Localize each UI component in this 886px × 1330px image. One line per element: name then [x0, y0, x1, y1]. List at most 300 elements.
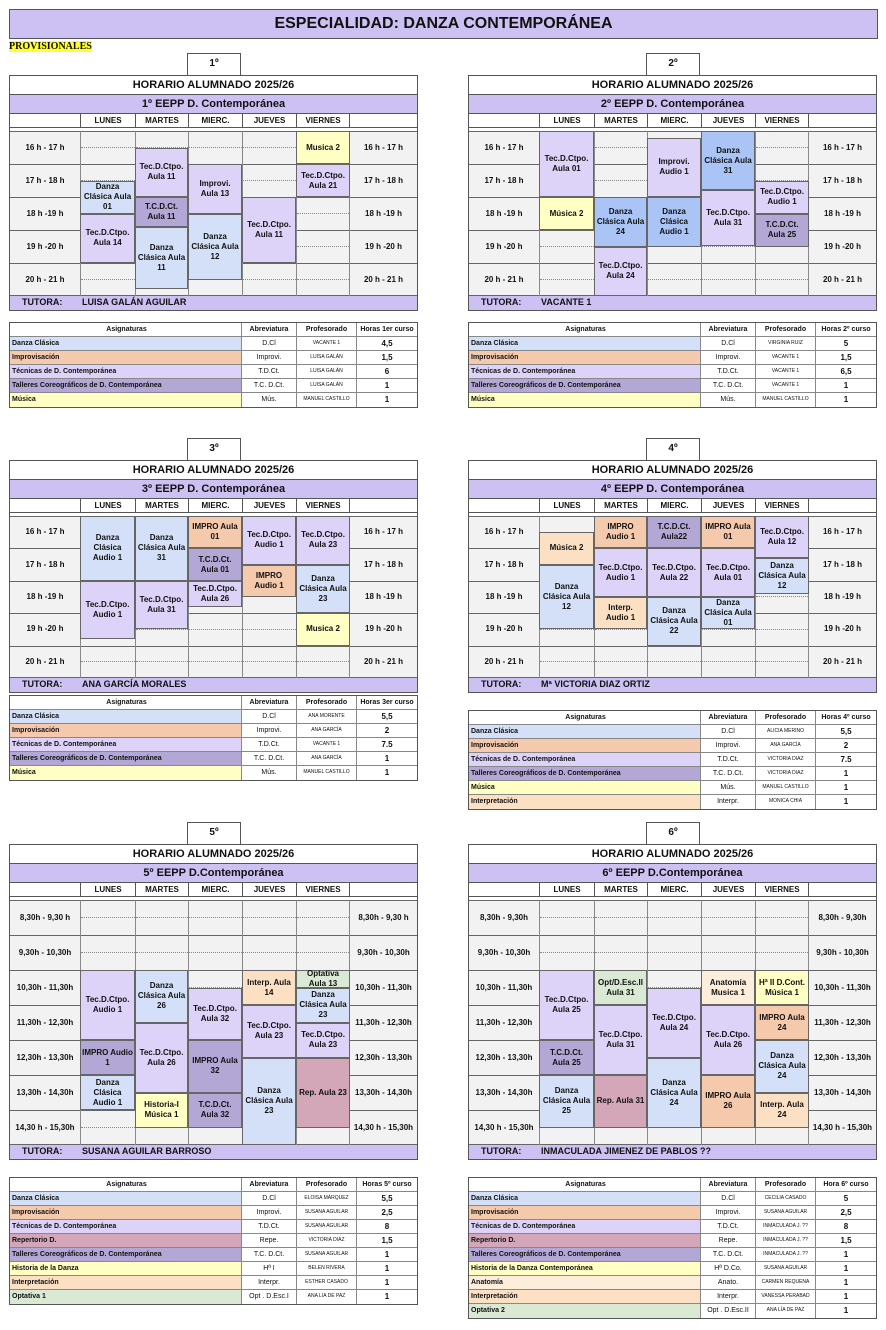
dotted-line: [297, 661, 349, 662]
time-slot-left: 18 h -19 h: [26, 591, 64, 601]
class-block[interactable]: Musica 2: [296, 131, 350, 164]
time-slot-left: 18 h -19 h: [26, 208, 64, 218]
time-slot-right: 8,30h - 9,30h: [818, 912, 867, 922]
schedule-heading: HORARIO ALUMNADO 2025/26: [10, 460, 417, 480]
dotted-line: [595, 952, 647, 953]
subject-abbr: Mús.: [701, 781, 756, 794]
time-slot-right: 14,30 h - 15,30h: [353, 1122, 414, 1132]
subject-name: Talleres Coreográficos de D. Contemporánea: [469, 379, 701, 392]
dotted-line: [189, 147, 242, 148]
subject-abbr: T.C. D.Ct.: [242, 1248, 297, 1261]
empty-cell: [755, 131, 809, 164]
day-header: LUNES: [80, 883, 135, 897]
class-block[interactable]: Danza Clásica Audio 1: [647, 197, 701, 247]
day-header: LUNES: [80, 499, 135, 513]
subject-name: Música: [469, 781, 701, 794]
class-block[interactable]: Danza Clásica Aula 12: [755, 558, 809, 594]
time-slot-left: 8,30h - 9,30 h: [19, 912, 71, 922]
class-block[interactable]: Danza Clásica Aula 24: [755, 1040, 809, 1093]
subject-abbr: D.Cl: [701, 337, 756, 350]
subject-teacher: MANUEL CASTILLO: [297, 766, 357, 780]
dotted-line: [648, 952, 701, 953]
empty-cell: [188, 613, 242, 645]
empty-cell: [701, 646, 755, 678]
time-slot-left: 19 h -20 h: [485, 241, 523, 251]
schedule-heading: HORARIO ALUMNADO 2025/26: [10, 75, 417, 95]
subject-hours: 2,5: [840, 1208, 852, 1217]
time-slot-left: 20 h - 21 h: [484, 656, 524, 666]
subject-hours: 1,5: [381, 353, 393, 362]
subject-teacher: INMACULADA J. ??: [756, 1248, 816, 1261]
class-block[interactable]: Improvi. Audio 1: [647, 138, 701, 197]
class-block[interactable]: Tec.D.Ctpo. Audio 1: [755, 181, 809, 214]
time-slot-right: 14,30 h - 15,30h: [812, 1122, 873, 1132]
class-block[interactable]: Danza Clásica Aula 12: [539, 565, 594, 630]
time-slot-left: 11,30h - 12,30h: [16, 1017, 74, 1027]
dotted-line: [136, 917, 188, 918]
class-block[interactable]: Tec.D.Ctpo. Audio 1: [242, 516, 296, 565]
empty-cell: [242, 646, 296, 678]
legend-header: [469, 711, 876, 725]
legend-header-cell: Abreviatura: [701, 323, 756, 336]
day-header: MIERC.: [188, 114, 242, 128]
schedule-table: [468, 460, 877, 693]
dotted-line: [297, 213, 349, 214]
legend-row: [10, 766, 417, 780]
class-block[interactable]: Danza Clásica Aula 22: [647, 597, 701, 646]
subject-abbr: Improvi.: [701, 739, 756, 752]
legend-hours-header: Horas 1er curso: [360, 326, 414, 333]
subject-name: Optativa 2: [469, 1304, 701, 1318]
class-block[interactable]: Danza Clásica Aula 23: [296, 565, 350, 614]
class-block[interactable]: Rep. Aula 31: [594, 1075, 647, 1128]
legend-header-cell: Asignaturas: [469, 323, 701, 336]
subject-teacher: VICTORIA DIAZ: [756, 753, 816, 766]
subject-hours: 2: [384, 726, 390, 735]
legend-row: [10, 379, 417, 393]
legend-row: [469, 1234, 876, 1248]
dotted-line: [540, 279, 594, 280]
tutora-name: Mª VICTORIA DIAZ ORTIZ: [541, 679, 650, 689]
empty-cell: [647, 263, 701, 296]
class-block[interactable]: Danza Clásica Aula 24: [594, 197, 647, 247]
time-slot-left: 16 h - 17 h: [25, 142, 65, 152]
class-block[interactable]: Anatomía Musica 1: [701, 970, 755, 1005]
class-block[interactable]: T.C.D.Ct. Aula 25: [755, 214, 809, 247]
schedule-grid: [469, 499, 876, 678]
time-slot-left: 12,30h - 13,30h: [475, 1052, 533, 1062]
class-block[interactable]: Optativa Aula 13: [296, 970, 350, 988]
time-slot-right: 16 h - 17 h: [822, 142, 863, 152]
empty-cell: [80, 935, 135, 970]
empty-cell: [135, 900, 188, 935]
class-block[interactable]: Tec.D.Ctpo. Aula 26: [188, 581, 242, 607]
subject-abbr: Mús.: [242, 393, 297, 407]
empty-cell: [647, 900, 701, 935]
subject-hours: 6: [384, 367, 390, 376]
provisional-rest: ES: [79, 41, 92, 52]
subject-hours: 8: [843, 1222, 849, 1231]
dotted-line: [81, 279, 135, 280]
class-block[interactable]: T.C.D.Ct. Aula 01: [188, 548, 242, 580]
subject-teacher: BELEN RIVERA: [297, 1262, 357, 1275]
class-block[interactable]: T.C.D.Ct. Aula 25: [539, 1040, 594, 1075]
subject-hours: 5: [843, 339, 849, 348]
subject-name: Música: [10, 766, 242, 780]
legend-row: [469, 1304, 876, 1318]
class-block[interactable]: IMPRO Aula 24: [755, 1005, 809, 1040]
legend-hours-header: Horas 3er curso: [360, 699, 414, 706]
class-block[interactable]: IMPRO Audio 1: [80, 1040, 135, 1075]
empty-cell: [594, 935, 647, 970]
class-block[interactable]: Interp. Audio 1: [594, 597, 647, 629]
class-block[interactable]: IMPRO Aula 01: [188, 516, 242, 548]
class-block[interactable]: Danza Clásica Aula 24: [647, 1058, 701, 1128]
time-slot-right: 9,30h - 10,30h: [816, 947, 869, 957]
subject-name: Improvisación: [469, 1206, 701, 1219]
dotted-line: [756, 147, 808, 148]
dotted-line: [136, 661, 188, 662]
dotted-line: [297, 952, 349, 953]
dotted-line: [756, 917, 808, 918]
class-block[interactable]: Danza Clásica Aula 25: [539, 1075, 594, 1128]
subject-teacher: SUSANA AGUILAR: [297, 1220, 357, 1233]
class-block[interactable]: Música 2: [539, 197, 594, 230]
time-slot-left: 16 h - 17 h: [484, 527, 524, 537]
dotted-line: [702, 952, 755, 953]
dotted-line: [595, 147, 647, 148]
legend-header: [469, 323, 876, 337]
class-block[interactable]: Opt/D.Esc.II Aula 31: [594, 970, 647, 1005]
subject-teacher: INMACULADA J. ??: [756, 1220, 816, 1233]
empty-cell: [296, 230, 350, 263]
subject-abbr: Improvi.: [701, 351, 756, 364]
class-block[interactable]: IMPRO Audio 1: [242, 565, 296, 597]
subject-teacher: VACANTE 1: [297, 738, 357, 751]
subject-abbr: T.C. D.Ct.: [242, 752, 297, 765]
class-block[interactable]: Danza Clásica Audio 1: [80, 1075, 135, 1110]
legend-row: [10, 1192, 417, 1206]
tutora-name: SUSANA AGUILAR BARROSO: [82, 1146, 212, 1156]
class-block[interactable]: Danza Clásica Aula 31: [701, 131, 755, 190]
subject-teacher: MANUEL CASTILLO: [756, 781, 816, 794]
legend-row: [10, 365, 417, 379]
class-block[interactable]: Hª II D.Cont. Música 1: [755, 970, 809, 1005]
class-block[interactable]: Tec.D.Ctpo. Audio 1: [594, 548, 647, 597]
time-slot-right: 12,30h - 13,30h: [355, 1052, 412, 1062]
subject-name: Música: [469, 393, 701, 407]
level-tab: 1º: [187, 53, 241, 75]
dotted-line: [540, 661, 594, 662]
schedule-heading: HORARIO ALUMNADO 2025/26: [469, 460, 876, 480]
legend-row: [469, 1220, 876, 1234]
subject-hours: 1: [843, 769, 849, 778]
subject-abbr: Anato.: [701, 1276, 756, 1289]
day-header: VIERNES: [755, 114, 809, 128]
subject-hours: 6,5: [840, 367, 852, 376]
empty-cell: [242, 613, 296, 645]
class-block[interactable]: Tec.D.Ctpo. Aula 12: [755, 516, 809, 558]
subject-name: Historia de la Danza Contemporánea: [469, 1262, 701, 1275]
legend-row: [469, 725, 876, 739]
tutora-label: TUTORA:: [481, 297, 522, 307]
legend-row: [10, 393, 417, 407]
class-block[interactable]: Danza Clásica Aula 01: [80, 181, 135, 214]
dotted-line: [81, 147, 135, 148]
legend-row: [10, 752, 417, 766]
time-slot-right: 18 h -19 h: [365, 591, 402, 601]
subject-hours: 1: [843, 1278, 849, 1287]
legend-header: [10, 1178, 417, 1192]
class-block[interactable]: Historia-I Música 1: [135, 1093, 188, 1128]
subject-abbr: D.Cl: [242, 1192, 297, 1205]
class-block[interactable]: IMPRO Audio 1: [594, 516, 647, 548]
legend-row: [469, 1276, 876, 1290]
legend-row: [10, 1276, 417, 1290]
class-block[interactable]: Tec.D.Ctpo. Aula 25: [539, 970, 594, 1040]
class-block[interactable]: Tec.D.Ctpo. Aula 11: [242, 197, 296, 263]
class-block[interactable]: Tec.D.Ctpo. Aula 24: [594, 247, 647, 297]
class-block[interactable]: Tec.D.Ctpo. Aula 24: [647, 988, 701, 1058]
subject-name: Talleres Coreográficos de D. Contemporánea: [10, 752, 242, 765]
empty-cell: [647, 646, 701, 678]
subject-abbr: Interpr.: [242, 1276, 297, 1289]
dotted-line: [702, 661, 755, 662]
subject-name: Optativa 1: [10, 1290, 242, 1304]
class-block[interactable]: Tec.D.Ctpo. Aula 26: [701, 1005, 755, 1075]
empty-cell: [296, 263, 350, 296]
subjects-legend: [468, 322, 877, 408]
empty-cell: [594, 646, 647, 678]
class-block[interactable]: Interp. Aula 14: [242, 970, 296, 1005]
subject-hours: 1: [843, 1306, 849, 1315]
subject-name: Improvisación: [10, 724, 242, 737]
subject-hours: 5,5: [840, 727, 852, 736]
subject-teacher: SUSANA AGUILAR: [756, 1262, 816, 1275]
day-header: MIERC.: [188, 499, 242, 513]
time-slot-left: 17 h - 18 h: [484, 559, 524, 569]
class-block[interactable]: Tec.D.Ctpo. Aula 21: [296, 164, 350, 197]
dotted-line: [81, 1127, 135, 1128]
level-tab: 3º: [187, 438, 241, 460]
class-block[interactable]: IMPRO Aula 26: [701, 1075, 755, 1128]
class-block[interactable]: Tec.D.Ctpo. Audio 1: [80, 581, 135, 639]
level-tab: 4º: [646, 438, 700, 460]
time-slot-right: 17 h - 18 h: [363, 175, 404, 185]
legend-row: [469, 379, 876, 393]
legend-row: [469, 1206, 876, 1220]
class-block[interactable]: Tec.D.Ctpo. Audio 1: [80, 970, 135, 1040]
class-block[interactable]: Danza Clásica Audio 1: [80, 516, 135, 581]
tutora-label: TUTORA:: [22, 1146, 63, 1156]
subject-teacher: SUSANA AGUILAR: [297, 1248, 357, 1261]
legend-row: [10, 1234, 417, 1248]
dotted-line: [595, 661, 647, 662]
subject-abbr: Improvi.: [242, 1206, 297, 1219]
class-block[interactable]: T.C.D.Ct. Aula 11: [135, 197, 188, 227]
dotted-line: [648, 917, 701, 918]
class-block[interactable]: Danza Clásica Aula 23: [242, 1058, 296, 1146]
subject-hours: 2: [843, 741, 849, 750]
class-block[interactable]: Tec.D.Ctpo. Aula 01: [539, 131, 594, 197]
legend-header-cell: Asignaturas: [10, 1178, 242, 1191]
subject-name: Improvisación: [10, 1206, 242, 1219]
class-block[interactable]: Tec.D.Ctpo. Aula 26: [135, 1023, 188, 1093]
dotted-line: [648, 279, 701, 280]
legend-header-cell: Abreviatura: [701, 1178, 756, 1191]
subject-abbr: Improvi.: [242, 351, 297, 364]
dotted-line: [756, 629, 808, 630]
subject-teacher: LUISA GALÁN: [297, 351, 357, 364]
time-slot-right: 13,30h - 14,30h: [355, 1087, 412, 1097]
level-tab: 5º: [187, 822, 241, 844]
day-header: VIERNES: [296, 114, 350, 128]
legend-row: [469, 1248, 876, 1262]
class-block[interactable]: Tec.D.Ctpo. Aula 23: [242, 1005, 296, 1058]
class-block[interactable]: Tec.D.Ctpo. Aula 31: [594, 1005, 647, 1075]
subjects-legend: [468, 1177, 877, 1319]
dotted-line: [189, 629, 242, 630]
class-block[interactable]: IMPRO Aula 32: [188, 1040, 242, 1093]
time-slot-right: 16 h - 17 h: [822, 527, 863, 537]
dotted-line: [297, 917, 349, 918]
tutora-row: [9, 296, 418, 311]
class-block[interactable]: Tec.D.Ctpo. Aula 11: [135, 148, 188, 198]
subject-abbr: D.Cl: [701, 1192, 756, 1205]
subject-hours: 1: [384, 768, 390, 777]
class-block[interactable]: Danza Clásica Aula 31: [135, 516, 188, 581]
time-slot-left: 20 h - 21 h: [25, 274, 65, 284]
time-slot-right: 16 h - 17 h: [363, 527, 404, 537]
dotted-line: [189, 917, 242, 918]
legend-row: [469, 1192, 876, 1206]
subject-teacher: ESTHER CASADO: [297, 1276, 357, 1289]
class-block[interactable]: Tec.D.Ctpo. Aula 23: [296, 1023, 350, 1058]
time-slot-left: 20 h - 21 h: [25, 656, 65, 666]
empty-cell: [80, 131, 135, 164]
legend-row: [10, 351, 417, 365]
subject-name: Repertorio D.: [469, 1234, 701, 1247]
class-block[interactable]: Tec.D.Ctpo. Aula 31: [135, 581, 188, 630]
time-slot-right: 19 h -20 h: [824, 624, 861, 634]
class-block[interactable]: Rep. Aula 23: [296, 1058, 350, 1128]
class-block[interactable]: Danza Clásica Aula 11: [135, 227, 188, 290]
legend-hours-header: Horas 4º curso: [821, 714, 871, 721]
subject-hours: 1: [384, 1250, 390, 1259]
legend-header-cell: Profesorado: [756, 1178, 816, 1191]
tutora-label: TUTORA:: [481, 1146, 522, 1156]
dotted-line: [81, 661, 135, 662]
time-slot-left: 19 h -20 h: [26, 241, 64, 251]
subject-name: Técnicas de D. Contemporánea: [469, 365, 701, 378]
legend-row: [469, 781, 876, 795]
empty-cell: [755, 646, 809, 678]
time-slot-left: 14,30 h - 15,30h: [474, 1122, 534, 1132]
empty-cell: [594, 164, 647, 197]
empty-cell: [135, 646, 188, 678]
time-slot-left: 14,30 h - 15,30h: [15, 1122, 75, 1132]
subject-hours: 1: [843, 1250, 849, 1259]
subject-abbr: T.D.Ct.: [242, 1220, 297, 1233]
class-block[interactable]: Tec.D.Ctpo. Aula 01: [701, 548, 755, 597]
time-slot-right: 13,30h - 14,30h: [814, 1087, 871, 1097]
time-slot-right: 17 h - 18 h: [822, 175, 863, 185]
subject-teacher: ANA GARCÍA: [756, 739, 816, 752]
subject-name: Repertorio D.: [10, 1234, 242, 1247]
class-block[interactable]: Interp. Aula 24: [755, 1093, 809, 1128]
legend-header-cell: Profesorado: [297, 1178, 357, 1191]
class-block[interactable]: Tec.D.Ctpo. Aula 14: [80, 214, 135, 264]
time-slot-right: 19 h -20 h: [824, 241, 861, 251]
empty-cell: [647, 935, 701, 970]
tutora-name: VACANTE 1: [541, 297, 592, 307]
subjects-legend: [9, 1177, 418, 1305]
class-block[interactable]: Danza Clásica Aula 23: [296, 988, 350, 1023]
empty-cell: [80, 263, 135, 296]
class-block[interactable]: Tec.D.Ctpo. Aula 22: [647, 548, 701, 597]
time-slot-left: 17 h - 18 h: [484, 175, 524, 185]
class-block[interactable]: Tec.D.Ctpo. Aula 32: [188, 988, 242, 1041]
subject-name: Danza Clásica: [10, 710, 242, 723]
tutora-label: TUTORA:: [22, 297, 63, 307]
subject-name: Técnicas de D. Contemporánea: [10, 1220, 242, 1233]
dotted-line: [243, 661, 296, 662]
class-block[interactable]: Tec.D.Ctpo. Aula 31: [701, 190, 755, 246]
subject-teacher: CARMEN REQUENA: [756, 1276, 816, 1289]
class-block[interactable]: T.C.D.Ct. Aula22: [647, 516, 701, 548]
subject-name: Técnicas de D. Contemporánea: [469, 1220, 701, 1233]
time-slot-right: 17 h - 18 h: [822, 559, 863, 569]
subject-teacher: SUSANA AGUILAR: [756, 1206, 816, 1219]
subject-teacher: ANA GARCÍA: [297, 752, 357, 765]
subject-abbr: Repe.: [242, 1234, 297, 1247]
class-block[interactable]: IMPRO Aula 01: [701, 516, 755, 548]
schedule-table: [468, 75, 877, 311]
legend-row: [469, 393, 876, 407]
dotted-line: [243, 147, 296, 148]
dotted-line: [595, 180, 647, 181]
day-header: JUEVES: [242, 114, 296, 128]
class-block[interactable]: Tec.D.Ctpo. Aula 23: [296, 516, 350, 565]
empty-cell: [296, 900, 350, 935]
subject-abbr: Opt . D.Esc.I: [242, 1290, 297, 1304]
subject-hours: 1: [843, 1264, 849, 1273]
time-slot-right: 20 h - 21 h: [363, 274, 404, 284]
empty-cell: [755, 935, 809, 970]
class-block[interactable]: Musica 2: [296, 613, 350, 645]
empty-cell: [539, 646, 594, 678]
class-block[interactable]: Danza Clásica Aula 26: [135, 970, 188, 1023]
subject-name: Improvisación: [10, 351, 242, 364]
class-block[interactable]: Música 2: [539, 532, 594, 564]
empty-cell: [296, 935, 350, 970]
empty-cell: [188, 935, 242, 970]
class-block[interactable]: Improvi. Aula 13: [188, 164, 242, 214]
class-block[interactable]: T.C.D.Ct. Aula 32: [188, 1093, 242, 1128]
subject-name: Talleres Coreográficos de D. Contemporánea: [10, 379, 242, 392]
subject-teacher: CECILIA CASADO: [756, 1192, 816, 1205]
tutora-name: LUISA GALÁN AGUILAR: [82, 297, 187, 307]
class-block[interactable]: Danza Clásica Aula 12: [188, 214, 242, 280]
class-block[interactable]: Danza Clásica Aula 01: [701, 597, 755, 629]
schedule-table: [9, 844, 418, 1160]
schedule-subtitle: 3º EEPP D. Contemporánea: [10, 480, 417, 499]
empty-cell: [539, 900, 594, 935]
dotted-line: [756, 279, 808, 280]
subject-abbr: D.Cl: [242, 710, 297, 723]
subject-teacher: VIRGINIA RUIZ: [756, 337, 816, 350]
dotted-line: [81, 952, 135, 953]
